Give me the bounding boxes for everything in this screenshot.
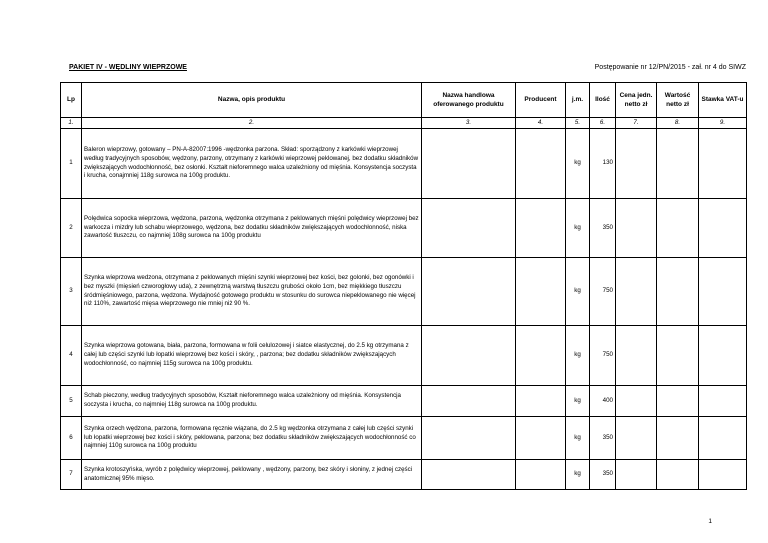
column-header-net-value: Wartość netto zł <box>657 83 699 118</box>
row-vat-rate-cell <box>699 258 747 326</box>
row-vat-rate-cell <box>699 460 747 490</box>
row-producer-cell <box>516 386 566 417</box>
row-description: Polędwica sopocka wieprzowa, wędzona, parzona, wędzonka otrzymana z peklowanych mięśni polędwicy wieprzowej bez warkocza i mizdry lub schabu wieprzowego, wędzona, bez dodatku składników zwiększających wodochłonność, niska zawartość tłuszczu, co najmniej 108g surowca na 100g produktu <box>82 199 422 258</box>
row-quantity: 750 <box>590 326 616 386</box>
row-unit: kg <box>566 417 590 460</box>
column-header-lp: Lp <box>61 83 82 118</box>
table-row <box>61 258 747 326</box>
column-header-quantity: Ilość <box>590 83 616 118</box>
row-vat-rate-cell <box>699 417 747 460</box>
procedure-reference: Postępowanie nr 12/PN/2015 - zał. nr 4 do SIWZ <box>594 64 746 71</box>
row-net-value-cell <box>657 386 699 417</box>
row-unit: kg <box>566 326 590 386</box>
column-number: 6. <box>590 118 616 129</box>
table-row <box>61 386 747 417</box>
row-unit-price-cell <box>616 326 657 386</box>
row-trade-name-cell <box>422 386 516 417</box>
row-quantity: 350 <box>590 199 616 258</box>
row-net-value-cell <box>657 417 699 460</box>
row-unit: kg <box>566 199 590 258</box>
column-number: 1. <box>61 118 82 129</box>
row-producer-cell <box>516 326 566 386</box>
row-producer-cell <box>516 258 566 326</box>
row-vat-rate-cell <box>699 129 747 199</box>
table-row <box>61 460 747 490</box>
column-header-vat-rate: Stawka VAT-u <box>699 83 747 118</box>
row-net-value-cell <box>657 326 699 386</box>
row-quantity: 750 <box>590 258 616 326</box>
row-trade-name-cell <box>422 258 516 326</box>
row-lp: 2 <box>61 199 82 258</box>
row-vat-rate-cell <box>699 199 747 258</box>
row-producer-cell <box>516 129 566 199</box>
row-unit-price-cell <box>616 129 657 199</box>
column-number: 9. <box>699 118 747 129</box>
row-unit-price-cell <box>616 199 657 258</box>
row-net-value-cell <box>657 258 699 326</box>
row-vat-rate-cell <box>699 386 747 417</box>
row-producer-cell <box>516 417 566 460</box>
row-vat-rate-cell <box>699 326 747 386</box>
row-producer-cell <box>516 460 566 490</box>
table-header-row <box>61 83 747 118</box>
column-header-producer: Producent <box>516 83 566 118</box>
column-number: 2. <box>82 118 422 129</box>
products-table <box>60 82 747 490</box>
table-row <box>61 326 747 386</box>
row-lp: 6 <box>61 417 82 460</box>
column-header-unit: j.m. <box>566 83 590 118</box>
row-quantity: 350 <box>590 417 616 460</box>
row-unit-price-cell <box>616 460 657 490</box>
row-quantity: 350 <box>590 460 616 490</box>
row-trade-name-cell <box>422 460 516 490</box>
row-quantity: 130 <box>590 129 616 199</box>
row-unit: kg <box>566 460 590 490</box>
column-number: 5. <box>566 118 590 129</box>
row-description: Szynka orzech wędzona, parzona, formowana ręcznie wiązana, do 2.5 kg wędzonka otrzymana z całej lub części szynki lub łopatki wieprzowej bez kości i skóry, peklowana, parzona; bez dodatku składników zwiększających wodochłonność co najmniej 110g surowca na 100g produktu <box>82 417 422 460</box>
column-number-row <box>61 118 747 129</box>
row-unit: kg <box>566 386 590 417</box>
row-lp: 4 <box>61 326 82 386</box>
table-row <box>61 129 747 199</box>
column-number: 3. <box>422 118 516 129</box>
row-lp: 1 <box>61 129 82 199</box>
column-number: 7. <box>616 118 657 129</box>
column-header-unit-price: Cena jedn. netto zł <box>616 83 657 118</box>
row-unit-price-cell <box>616 258 657 326</box>
row-lp: 5 <box>61 386 82 417</box>
row-unit: kg <box>566 258 590 326</box>
row-description: Baleron wieprzowy, gotowany – PN-A-82007:1996 -wędzonka parzona. Skład: sporządzony z karkówki wieprzowej według tradycyjnych sposobów, wędzony, parzony, otrzymany z karkówki wieprzowej peklowanej, bez dodatku składników zwiększających wodochłonność, bez osłonki. Kształt nieforemnego walca uzależniony od mięśnia. Konsystencja soczysta i krucha, conajmniej 118g surowca na 100g produktu. <box>82 129 422 199</box>
column-number: 4. <box>516 118 566 129</box>
row-description: Schab pieczony, według tradycyjnych sposobów, Kształt nieforemnego walca uzależniony od mięśnia. Konsystencja soczysta i krucha, co najmniej 118g surowca na 100g produktu. <box>82 386 422 417</box>
row-unit-price-cell <box>616 386 657 417</box>
package-title: PAKIET IV - WĘDLINY WIEPRZOWE <box>69 64 187 71</box>
row-quantity: 400 <box>590 386 616 417</box>
row-lp: 3 <box>61 258 82 326</box>
row-unit-price-cell <box>616 417 657 460</box>
row-net-value-cell <box>657 460 699 490</box>
table-row <box>61 417 747 460</box>
row-trade-name-cell <box>422 129 516 199</box>
row-producer-cell <box>516 199 566 258</box>
column-header-trade-name: Nazwa handlowa oferowanego produktu <box>422 83 516 118</box>
row-trade-name-cell <box>422 199 516 258</box>
row-trade-name-cell <box>422 417 516 460</box>
row-net-value-cell <box>657 199 699 258</box>
row-description: Szynka wieprzowa gotowana, biała, parzona, formowana w folii celulozowej i siatce elastycznej, do 2.5 kg otrzymana z całej lub części szynki lub łopatki wieprzowej bez kości i skóry, , parzona; bez dodatku składników zwiększających wodochłonność, co najmniej 115g surowca na 100g produktu. <box>82 326 422 386</box>
column-header-description: Nazwa, opis produktu <box>82 83 422 118</box>
row-description: Szynka wieprzowa wedzona, otrzymana z peklowanych mięśni szynki wieprzowej bez kości, bez golonki, bez ogonówki i bez myszki (mięsień czworogłowy uda), z zewnętrzną warstwą tłuszczu grubości około 1cm, bez miękkiego tłuszczu śródmięśniowego, parzona, wędzona. Wydajność gotowego produktu w stosunku do surowca niepeklowanego nie więcej niż 110%, zawartość mięsa wieprzowego nie mniej niż 90 %. <box>82 258 422 326</box>
column-number: 8. <box>657 118 699 129</box>
row-description: Szynka krotoszyńska, wyrób z polędwicy wieprzowej, peklowany , wędzony, parzony, bez skóry i słoniny, z jednej części anatomicznej 95% mięso. <box>82 460 422 490</box>
row-unit: kg <box>566 129 590 199</box>
table-row <box>61 199 747 258</box>
row-net-value-cell <box>657 129 699 199</box>
row-trade-name-cell <box>422 326 516 386</box>
row-lp: 7 <box>61 460 82 490</box>
page-number: 1 <box>708 518 712 525</box>
